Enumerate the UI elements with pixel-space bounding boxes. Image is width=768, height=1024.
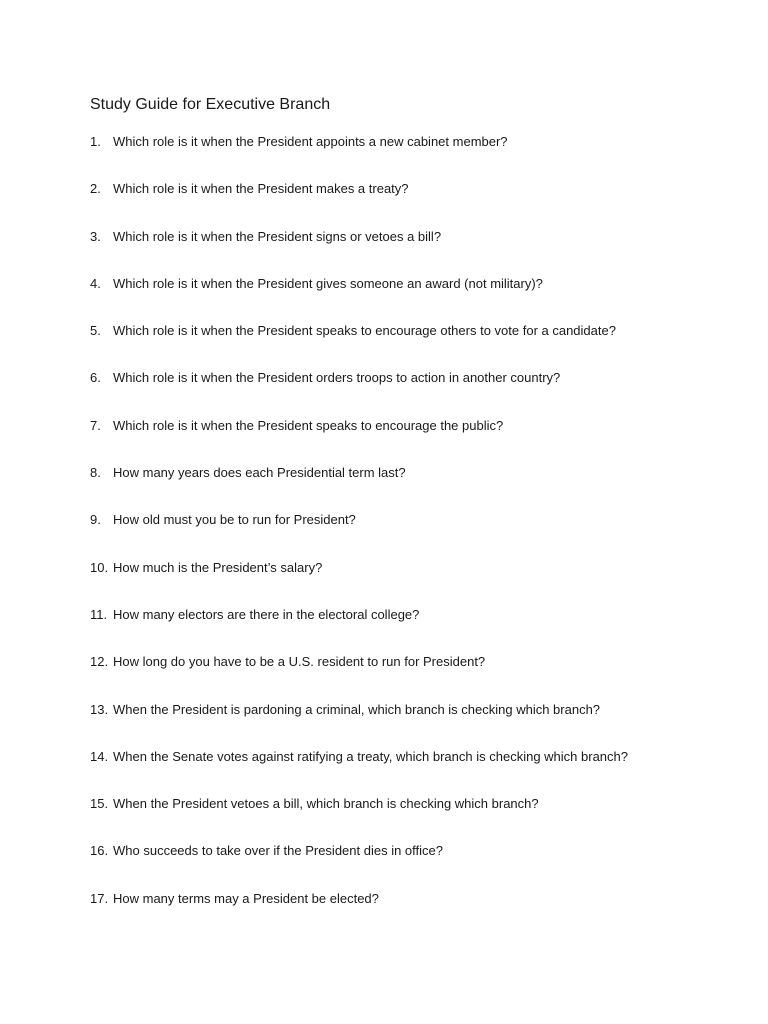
question-item: [90, 510, 628, 557]
question-number: 5.: [90, 323, 101, 339]
question-text: Which role is it when the President appoints a new cabinet member?: [113, 134, 508, 149]
question-number: 10.: [90, 559, 109, 575]
question-number: 2.: [90, 181, 101, 197]
question-text: How many electors are there in the electoral college?: [113, 606, 420, 622]
question-text: Who succeeds to take over if the President dies in office?: [113, 843, 443, 859]
question-number: 6.: [90, 370, 101, 386]
question-text: Which role is it when the President signs or vetoes a bill?: [113, 228, 442, 244]
question-text: When the President vetoes a bill, which branch is checking which branch?: [113, 796, 539, 812]
question-item: [90, 227, 628, 274]
question-item: [90, 794, 628, 841]
question-item: [90, 747, 628, 794]
question-text: Which role is it when the President orders troops to action in another country?: [113, 370, 561, 386]
question-list: [90, 132, 628, 936]
question-number: 17.: [90, 890, 109, 906]
question-number: 16.: [90, 843, 109, 859]
question-item: [90, 700, 628, 747]
question-number: 13.: [90, 701, 109, 717]
question-item: [90, 463, 628, 510]
question-number: 3.: [90, 228, 101, 244]
question-text: How long do you have to be a U.S. resident to run for President?: [113, 654, 486, 670]
question-number: 4.: [90, 275, 101, 291]
question-number: 11.: [90, 606, 108, 622]
question-text: Which role is it when the President speaks to encourage others to vote for a candidate?: [113, 323, 616, 339]
question-number: 14.: [90, 748, 109, 764]
question-item: [90, 179, 628, 226]
question-item: [90, 889, 628, 936]
question-item: [90, 652, 628, 699]
question-text: Which role is it when the President gives someone an award (not military)?: [113, 275, 543, 291]
question-number: 7.: [90, 417, 101, 433]
question-number: 9.: [90, 512, 101, 528]
question-item: [90, 368, 628, 415]
question-text: How old must you be to run for President?: [113, 512, 356, 528]
question-number: 8.: [90, 465, 101, 481]
question-item: [90, 605, 628, 652]
question-item: [90, 558, 628, 605]
question-item: [90, 132, 628, 179]
question-text: How many years does each Presidential term last?: [113, 465, 406, 481]
question-text: Which role is it when the President makes a treaty?: [113, 181, 409, 197]
question-item: [90, 321, 628, 368]
question-item: [90, 274, 628, 321]
question-text: Which role is it when the President speaks to encourage the public?: [113, 417, 504, 433]
document-title: Study Guide for Executive Branch: [90, 96, 331, 113]
question-number: 1.: [90, 134, 101, 149]
question-text: When the Senate votes against ratifying a treaty, which branch is checking which branch?: [113, 748, 628, 764]
question-number: 12.: [90, 654, 109, 670]
question-text: How much is the President’s salary?: [113, 559, 323, 575]
question-number: 15.: [90, 796, 109, 812]
question-text: How many terms may a President be elected?: [113, 890, 379, 906]
question-item: [90, 416, 628, 463]
question-text: When the President is pardoning a criminal, which branch is checking which branch?: [113, 701, 601, 717]
question-item: [90, 841, 628, 888]
